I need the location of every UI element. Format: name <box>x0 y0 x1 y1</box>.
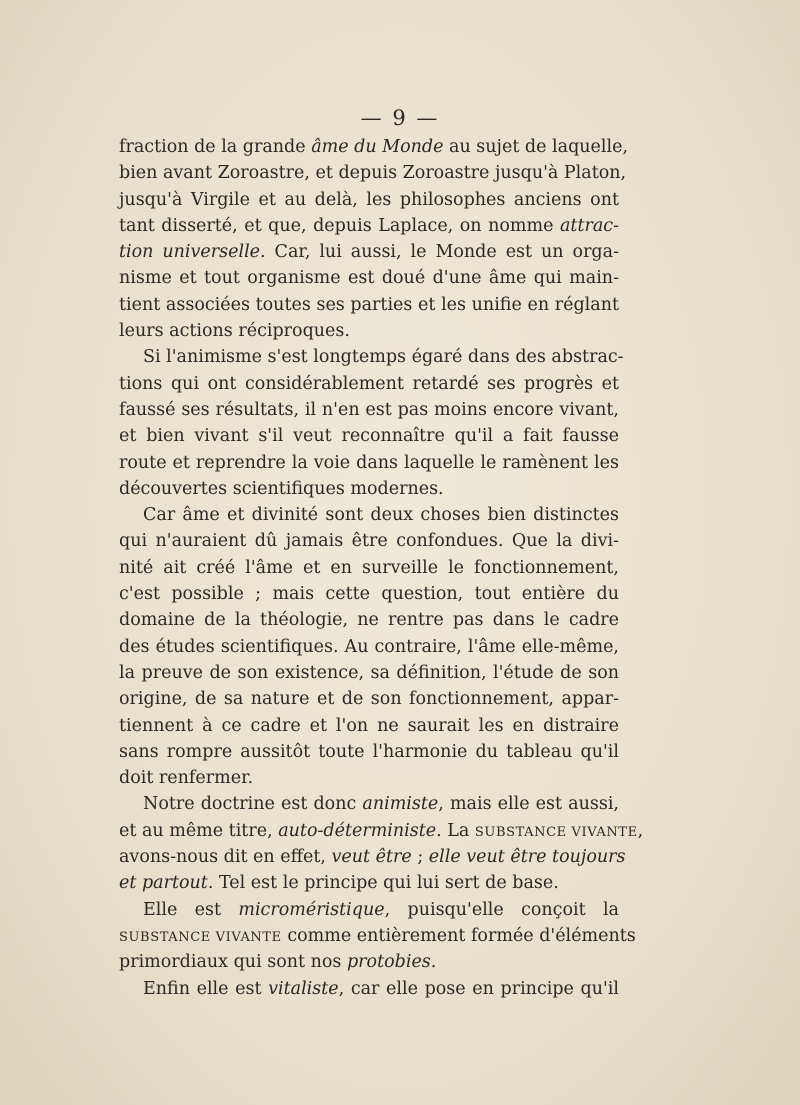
text-line <box>119 528 619 554</box>
text-segment: route et reprendre la voie dans laquelle le ramènent les <box>119 452 619 473</box>
text-line <box>119 423 619 449</box>
text-segment: des études scientifiques. Au contraire, l'âme elle-même, <box>119 636 619 657</box>
text-line <box>119 607 619 633</box>
small-caps-term: SUBSTANCE VIVANTE <box>474 824 638 840</box>
body-text <box>119 134 644 1002</box>
text-segment: , car elle pose en principe qu'il <box>338 978 619 999</box>
text-segment: Elle est <box>143 899 239 920</box>
text-line <box>119 844 626 870</box>
text-segment: . Car, lui aussi, le Monde est un orga- <box>260 242 619 263</box>
text-segment: nité ait créé l'âme et en surveille le fonctionnement, <box>119 557 619 578</box>
text-segment: c'est possible ; mais cette question, tout entière du <box>119 584 619 605</box>
text-segment: doit renfermer. <box>119 768 254 789</box>
text-line <box>119 870 619 896</box>
text-line <box>119 344 624 370</box>
text-segment: Si l'animisme s'est longtemps égaré dans des abstrac- <box>143 347 624 368</box>
text-line <box>119 818 644 844</box>
text-line <box>119 897 619 923</box>
text-segment: . <box>430 952 437 973</box>
italic-term: microméristique <box>238 899 385 920</box>
text-segment: comme entièrement formée d'éléments <box>281 925 636 946</box>
page-number: — 9 — <box>360 106 440 130</box>
text-segment: au sujet de laquelle, <box>443 137 629 157</box>
text-line <box>119 581 619 607</box>
text-segment: sans rompre aussitôt toute l'harmonie du tableau qu'il <box>119 741 619 762</box>
text-line <box>119 713 619 739</box>
text-line <box>119 660 619 686</box>
italic-term: protobies <box>346 952 431 973</box>
italic-term: auto-déterministe <box>278 820 437 841</box>
text-line <box>119 923 636 949</box>
small-caps-term: SUBSTANCE VIVANTE <box>119 929 282 945</box>
text-segment: qui n'auraient dû jamais être confondues. Que la divi- <box>119 531 619 552</box>
text-segment: . La <box>436 820 475 841</box>
text-line <box>119 739 619 765</box>
text-segment: et bien vivant s'il veut reconnaître qu'il a fait fausse <box>119 426 619 447</box>
text-segment: tant disserté, et que, depuis Laplace, on nomme <box>119 215 560 236</box>
text-line <box>119 686 619 712</box>
text-line <box>119 371 619 397</box>
text-segment: la preuve de son existence, sa définition, l'étude de son <box>119 662 619 683</box>
text-line <box>119 791 619 817</box>
italic-term: veut être <box>331 847 412 868</box>
text-line <box>119 213 619 239</box>
text-line <box>119 239 619 265</box>
text-segment: découvertes scientifiques modernes. <box>119 478 444 499</box>
text-line <box>119 265 619 291</box>
text-line <box>119 476 619 502</box>
text-segment: Enfin elle est <box>143 978 269 999</box>
text-segment: jusqu'à Virgile et au delà, les philosophes anciens ont <box>119 189 619 210</box>
text-line <box>119 397 619 423</box>
text-segment: et au même titre, <box>119 820 279 841</box>
text-segment: origine, de sa nature et de son fonctionnement, appar- <box>119 689 619 710</box>
text-line <box>119 318 619 344</box>
text-segment: domaine de la théologie, ne rentre pas dans le cadre <box>119 610 619 631</box>
text-segment: fraction de la grande <box>119 137 312 157</box>
text-segment: tions qui ont considérablement retardé ses progrès et <box>119 373 619 394</box>
italic-term: tion universelle <box>119 242 261 263</box>
text-line <box>119 187 619 213</box>
text-line <box>119 634 619 660</box>
italic-term: animiste <box>362 794 439 815</box>
text-line <box>119 134 629 160</box>
text-segment: avons-nous dit en effet, <box>119 847 332 868</box>
text-segment: Car âme et divinité sont deux choses bien distinctes <box>143 505 619 526</box>
italic-term: attrac- <box>559 215 619 236</box>
text-line <box>119 160 627 186</box>
text-segment: leurs actions réciproques. <box>119 321 350 342</box>
italic-term: elle veut être toujours <box>428 847 626 868</box>
text-segment: , puisqu'elle conçoit la <box>384 899 619 920</box>
text-segment: nisme et tout organisme est doué d'une âme qui main- <box>119 268 619 289</box>
italic-term: âme du Monde <box>311 137 444 157</box>
text-segment: tiennent à ce cadre et l'on ne saurait les en distraire <box>119 715 619 736</box>
text-segment: . Tel est le principe qui lui sert de base. <box>207 873 559 894</box>
text-line <box>119 292 619 318</box>
italic-term: et partout <box>119 873 208 894</box>
text-line <box>119 765 619 791</box>
text-line <box>119 555 619 581</box>
text-segment: faussé ses résultats, il n'en est pas moins encore vivant, <box>119 399 619 420</box>
text-line <box>119 976 619 1002</box>
text-line <box>119 450 619 476</box>
text-line <box>119 949 619 975</box>
text-segment: , <box>637 820 644 841</box>
text-line <box>119 502 619 528</box>
text-segment: bien avant Zoroastre, et depuis Zoroastre jusqu'à Platon, <box>119 163 627 184</box>
text-segment: , mais elle est aussi, <box>438 794 619 815</box>
text-segment: primordiaux qui sont nos <box>119 952 347 973</box>
italic-term: vitaliste <box>268 978 339 999</box>
text-segment: tient associées toutes ses parties et les unifie en réglant <box>119 294 619 315</box>
text-segment: Notre doctrine est donc <box>143 794 363 815</box>
text-segment: ; <box>411 847 429 868</box>
